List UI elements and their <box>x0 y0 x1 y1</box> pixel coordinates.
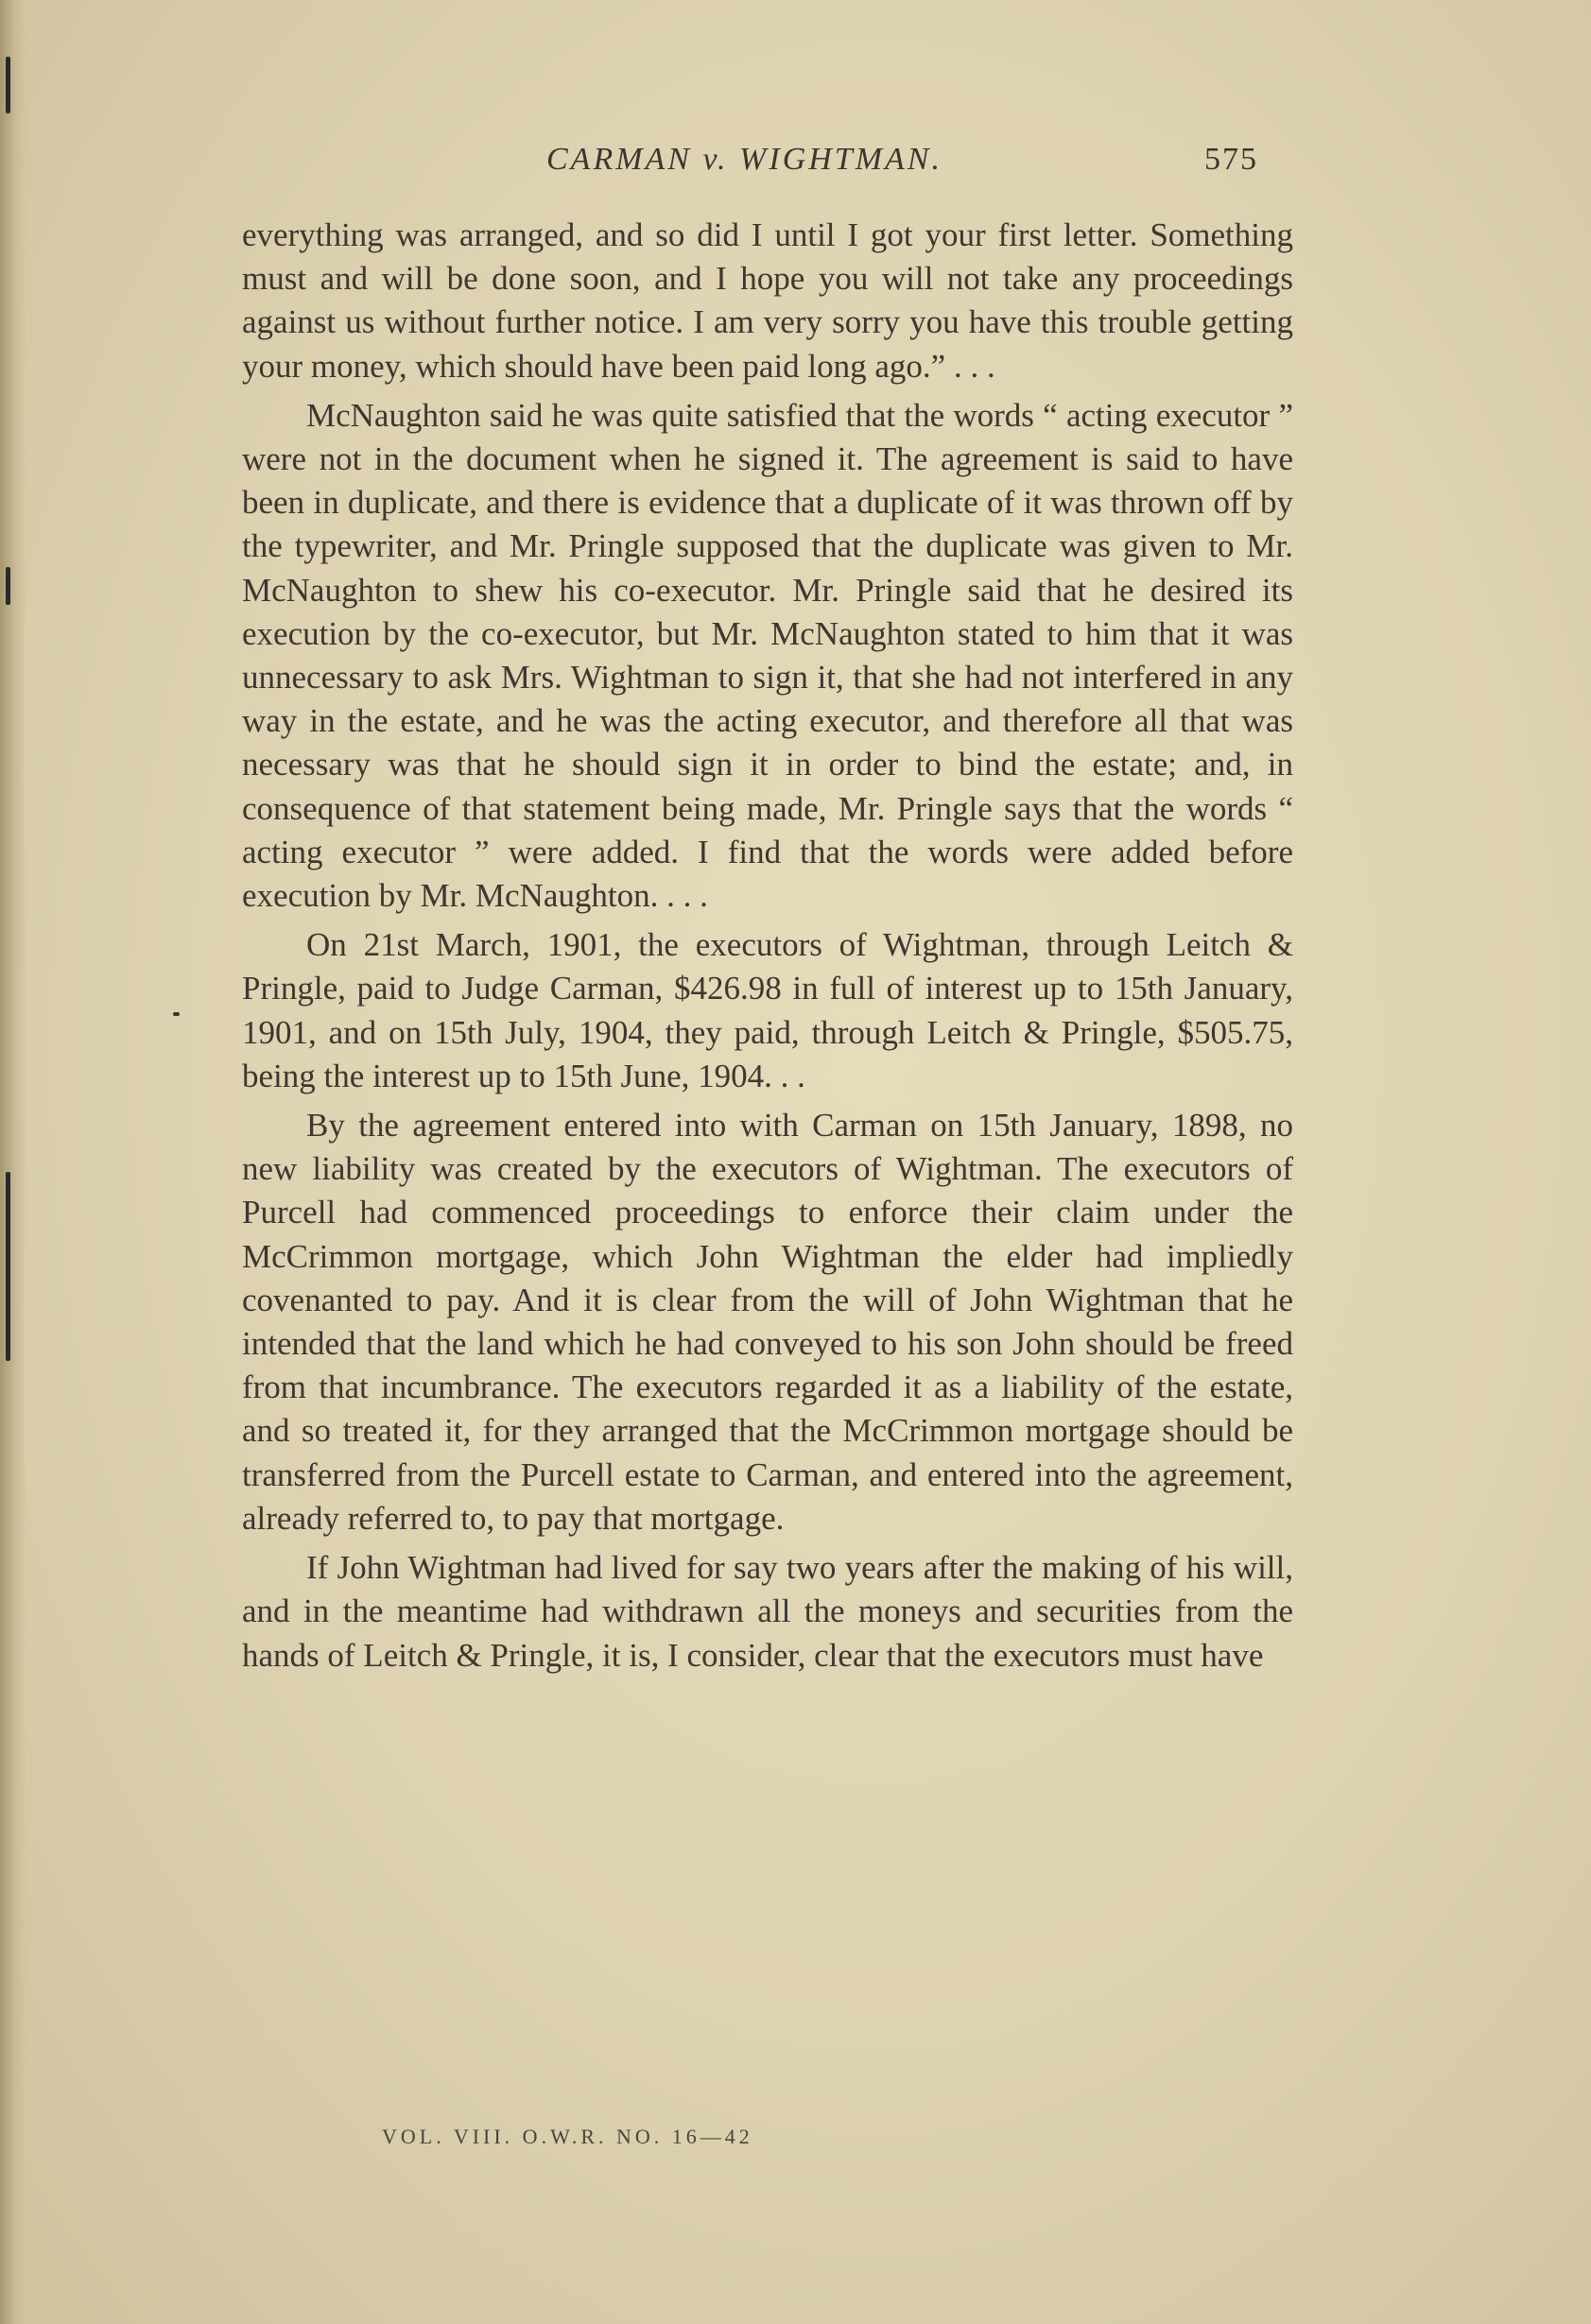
paragraph: everything was arranged, and so did I until I got your first letter. Something must and will be done soon, and I hope you will not take any proceedings against us without further notice. I am very sorry you have this trouble getting your money, which should have been paid long ago.” . . . <box>242 216 1293 385</box>
binding-mark <box>6 57 10 113</box>
binding-mark <box>6 567 10 605</box>
body-text <box>242 214 1293 1683</box>
binding-mark <box>6 1172 10 1361</box>
page-number: 575 <box>1204 142 1258 177</box>
signature-line: VOL. VIII. O.W.R. NO. 16—42 <box>382 2125 753 2148</box>
paragraph: On 21st March, 1901, the executors of Wightman, through Leitch & Pringle, paid to Judge Carman, $426.98 in full of interest up to 15th January, 1901, and on 15th July, 1904, they paid, through Leitch & Pringle, $505.75, being the interest up to 15th June, 1904. . . <box>242 926 1293 1094</box>
paragraph: By the agreement entered into with Carman on 15th January, 1898, no new liability was created by the executors of Wightman. The executors of Purcell had commenced proceedings to enforce their claim under the McCrimmon mortgage, which John Wightman the elder had impliedly covenanted to pay. And it is clear from the will of John Wightman that he intended that the land which he had conveyed to his son John should be freed from that incumbrance. The executors regarded it as a liability of the estate, and so treated it, for they arranged that the McCrimmon mortgage should be transferred from the Purcell estate to Carman, and entered into the agreement, already referred to, to pay that mortgage. <box>242 1107 1293 1537</box>
page-spine-shadow <box>0 0 26 2324</box>
margin-mark <box>173 1012 180 1016</box>
paragraph: McNaughton said he was quite satisfied that the words “ acting executor ” were not in the document when he signed it. The agreement is said to have been in duplicate, and there is evidence that a duplicate of it was thrown off by the typewriter, and Mr. Pringle supposed that the duplicate was given to Mr. McNaughton to shew his co-executor. Mr. Pringle said that he desired its execution by the co-executor, but Mr. McNaughton stated to him that it was unnecessary to ask Mrs. Wightman to sign it, that she had not interfered in any way in the estate, and he was the acting executor, and therefore all that was necessary was that he should sign it in order to bind the estate; and, in consequence of that statement being made, Mr. Pringle says that the words “ acting executor ” were added. I find that the words were added before execution by Mr. McNaughton. . . . <box>242 396 1293 915</box>
paragraph: If John Wightman had lived for say two years after the making of his will, and in the meantime had withdrawn all the moneys and securities from the hands of Leitch & Pringle, it is, I consider, clear that the executors must have <box>242 1549 1293 1674</box>
page-header <box>244 142 1284 198</box>
running-head: CARMAN v. WIGHTMAN. <box>546 142 942 177</box>
